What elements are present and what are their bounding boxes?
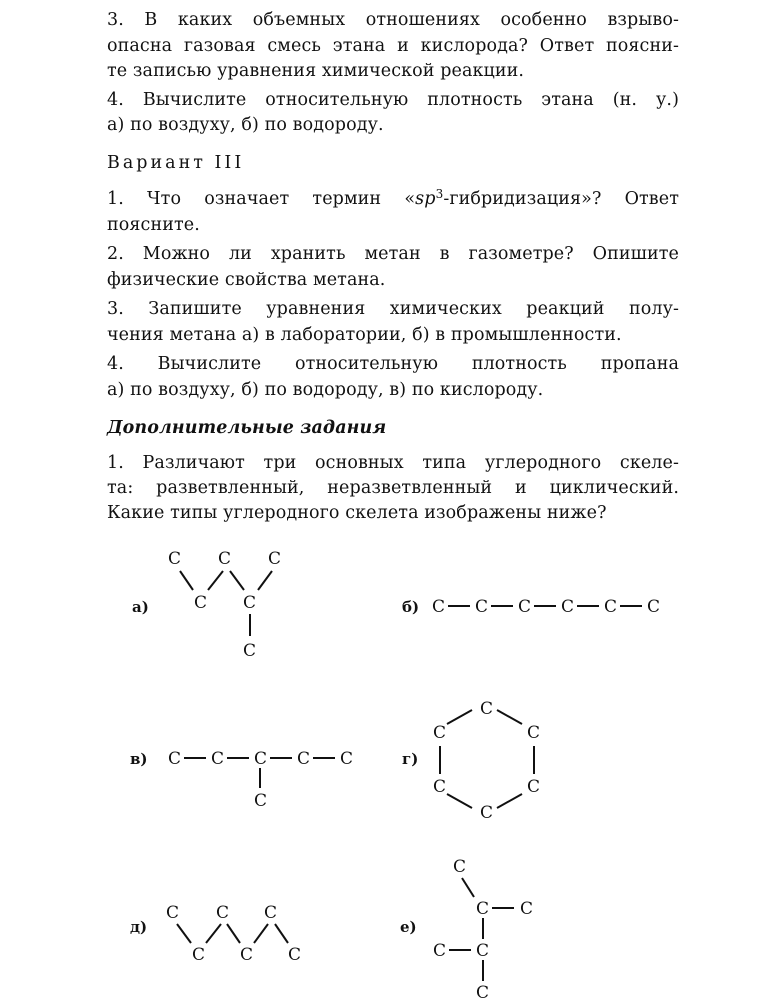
atom-c: C xyxy=(211,749,225,769)
structure-g xyxy=(402,699,540,823)
extra-q1-line1: 1. Различают три основных типа углеродного скеле- xyxy=(107,453,679,473)
atom-c: C xyxy=(194,593,208,613)
structure-a xyxy=(132,549,281,661)
variant2-q3-line1: 3. В каких объемных отношениях особенно взрыво- xyxy=(107,10,679,30)
atom-c: C xyxy=(297,749,311,769)
atom-c: C xyxy=(264,903,278,923)
variant3-q3-line1: 3. Запишите уравнения химических реакций полу- xyxy=(107,299,679,319)
atom-c: C xyxy=(520,899,534,919)
structure-v xyxy=(130,749,353,811)
bond xyxy=(447,794,472,808)
structure-b xyxy=(402,597,660,617)
bond xyxy=(254,924,268,943)
atom-c: C xyxy=(243,641,257,661)
atom-c: C xyxy=(453,857,467,877)
extra-q1-line2: та: разветвленный, неразветвленный и циклический. xyxy=(107,478,679,498)
atom-c: C xyxy=(168,749,182,769)
atom-c: C xyxy=(218,549,232,569)
bond xyxy=(206,924,221,943)
atom-c: C xyxy=(192,945,206,965)
atom-c: C xyxy=(527,723,541,743)
structure-e-label: е) xyxy=(400,918,417,936)
atom-c: C xyxy=(240,945,254,965)
bond xyxy=(275,924,288,943)
structure-e xyxy=(400,857,533,1003)
atom-c: C xyxy=(433,723,447,743)
atom-c: C xyxy=(518,597,532,617)
variant3-heading: Вариант III xyxy=(107,153,245,173)
atom-c: C xyxy=(216,903,230,923)
atom-c: C xyxy=(340,749,354,769)
variant2-q3-line2: опасна газовая смесь этана и кислорода? Ответ поясни- xyxy=(107,36,679,56)
atom-c: C xyxy=(480,699,494,719)
extra-q1-line3: Какие типы углеродного скелета изображены ниже? xyxy=(107,503,607,523)
bond xyxy=(227,924,240,943)
atom-c: C xyxy=(527,777,541,797)
atom-c: C xyxy=(480,803,494,823)
bond xyxy=(208,571,223,590)
structure-g-label: г) xyxy=(402,750,419,768)
variant3-q3-line2: чения метана а) в лаборатории, б) в промышленности. xyxy=(107,325,622,345)
variant3-q2-line2: физические свойства метана. xyxy=(107,270,386,290)
structure-d xyxy=(130,903,301,965)
bond xyxy=(447,710,472,724)
atom-c: C xyxy=(476,899,490,919)
variant2-q3-line3: те записью уравнения химической реакции. xyxy=(107,61,525,81)
atom-c: C xyxy=(475,597,489,617)
variant3-q1-after: -гибридизация»? Ответ xyxy=(443,189,679,209)
atom-c: C xyxy=(433,777,447,797)
atom-c: C xyxy=(168,549,182,569)
bond xyxy=(177,924,191,943)
bond xyxy=(180,571,193,590)
bond xyxy=(497,710,522,724)
bond xyxy=(258,571,272,590)
structure-d-label: д) xyxy=(130,918,148,936)
atom-c: C xyxy=(476,941,490,961)
atom-c: C xyxy=(288,945,302,965)
variant2-q4-line1: 4. Вычислите относительную плотность этана (н. у.) xyxy=(107,90,679,110)
atom-c: C xyxy=(254,749,268,769)
atom-c: C xyxy=(432,597,446,617)
atom-c: C xyxy=(254,791,268,811)
variant3-q4-line1: 4. Вычислите относительную плотность пропана xyxy=(107,354,679,374)
bond xyxy=(230,571,244,590)
atom-c: C xyxy=(604,597,618,617)
structure-v-label: в) xyxy=(130,750,148,768)
structure-b-label: б) xyxy=(402,598,420,616)
structure-a-label: а) xyxy=(132,598,149,616)
atom-c: C xyxy=(433,941,447,961)
variant3-q4-line2: а) по воздуху, б) по водороду, в) по кислороду. xyxy=(107,380,544,400)
bond xyxy=(497,794,522,808)
sp-superscript: 3 xyxy=(435,187,444,201)
variant2-q4-line2: а) по воздуху, б) по водороду. xyxy=(107,115,384,135)
atom-c: C xyxy=(561,597,575,617)
extra-tasks-heading: Дополнительные задания xyxy=(107,418,387,438)
variant3-q1-before: 1. Что означает термин « xyxy=(107,189,416,209)
sp-term: sp xyxy=(415,189,436,209)
variant3-q2-line1: 2. Можно ли хранить метан в газометре? Опишите xyxy=(107,244,679,264)
atom-c: C xyxy=(647,597,661,617)
atom-c: C xyxy=(166,903,180,923)
atom-c: C xyxy=(476,983,490,1003)
atom-c: C xyxy=(243,593,257,613)
atom-c: C xyxy=(268,549,282,569)
bond xyxy=(462,878,474,897)
variant3-q1-line2: поясните. xyxy=(107,215,200,235)
